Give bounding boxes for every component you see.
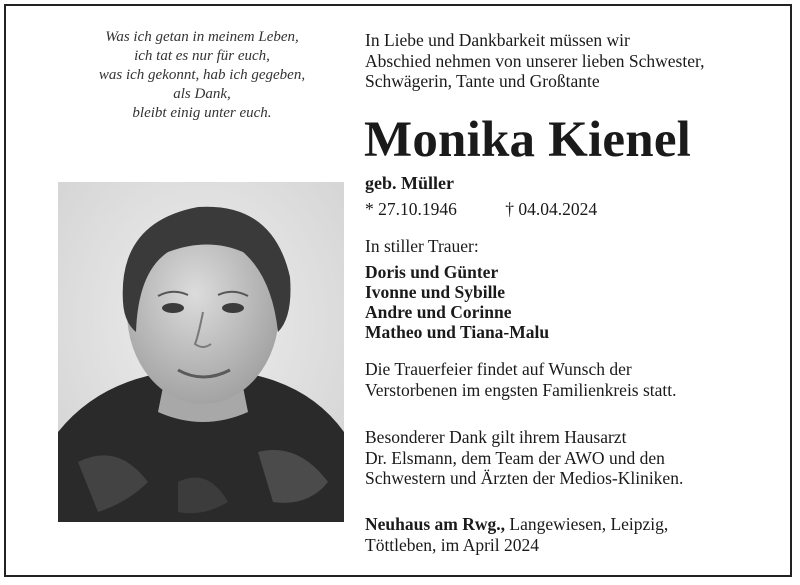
- intro-text: [365, 30, 775, 92]
- death-date: † 04.04.2024: [505, 199, 598, 219]
- thanks-note: [365, 427, 683, 489]
- mourner-name: Matheo und Tiana-Malu: [365, 322, 550, 342]
- intro-line: Schwägerin, Tante und Großtante: [365, 71, 600, 91]
- place-rest: Langewiesen, Leipzig,: [505, 514, 669, 534]
- mourner-name: Doris und Günter: [365, 262, 499, 282]
- mourner-name: Ivonne und Sybille: [365, 282, 506, 302]
- life-dates: [365, 199, 597, 220]
- poem-line: bleibt einig unter euch.: [132, 105, 272, 121]
- portrait-photo: [58, 182, 344, 522]
- ceremony-line: Verstorbenen im engsten Familienkreis statt.: [365, 379, 677, 400]
- mourner-name: Andre und Corinne: [365, 302, 512, 322]
- mourning-label: In stiller Trauer:: [365, 236, 479, 256]
- poem: [60, 28, 344, 123]
- thanks-line: Dr. Elsmann, dem Team der AWO und den: [365, 447, 665, 468]
- place-line: [365, 514, 668, 535]
- mourner-list: [365, 262, 549, 342]
- poem-line: Was ich getan in meinem Leben,: [105, 29, 299, 45]
- poem-line: ich tat es nur für euch,: [134, 48, 270, 64]
- thanks-line: Schwestern und Ärzten der Medios-Kliniken.: [365, 468, 684, 488]
- birth-date: * 27.10.1946: [365, 199, 457, 219]
- place-and-date: [365, 514, 668, 556]
- thanks-line: Besonderer Dank gilt ihrem Hausarzt: [365, 427, 627, 447]
- deceased-name: Monika Kienel: [364, 112, 692, 168]
- poem-line: als Dank,: [173, 86, 231, 102]
- intro-line: Abschied nehmen von unserer lieben Schwester,: [365, 50, 705, 71]
- birth-name: geb. Müller: [365, 173, 454, 193]
- place-main: Neuhaus am Rwg.,: [365, 514, 506, 534]
- ceremony-line: Die Trauerfeier findet auf Wunsch der: [365, 359, 632, 379]
- place-date-line: Töttleben, im April 2024: [365, 535, 540, 555]
- intro-line: In Liebe und Dankbarkeit müssen wir: [365, 30, 630, 50]
- ceremony-note: [365, 359, 677, 400]
- poem-line: was ich gekonnt, hab ich gegeben,: [98, 67, 306, 83]
